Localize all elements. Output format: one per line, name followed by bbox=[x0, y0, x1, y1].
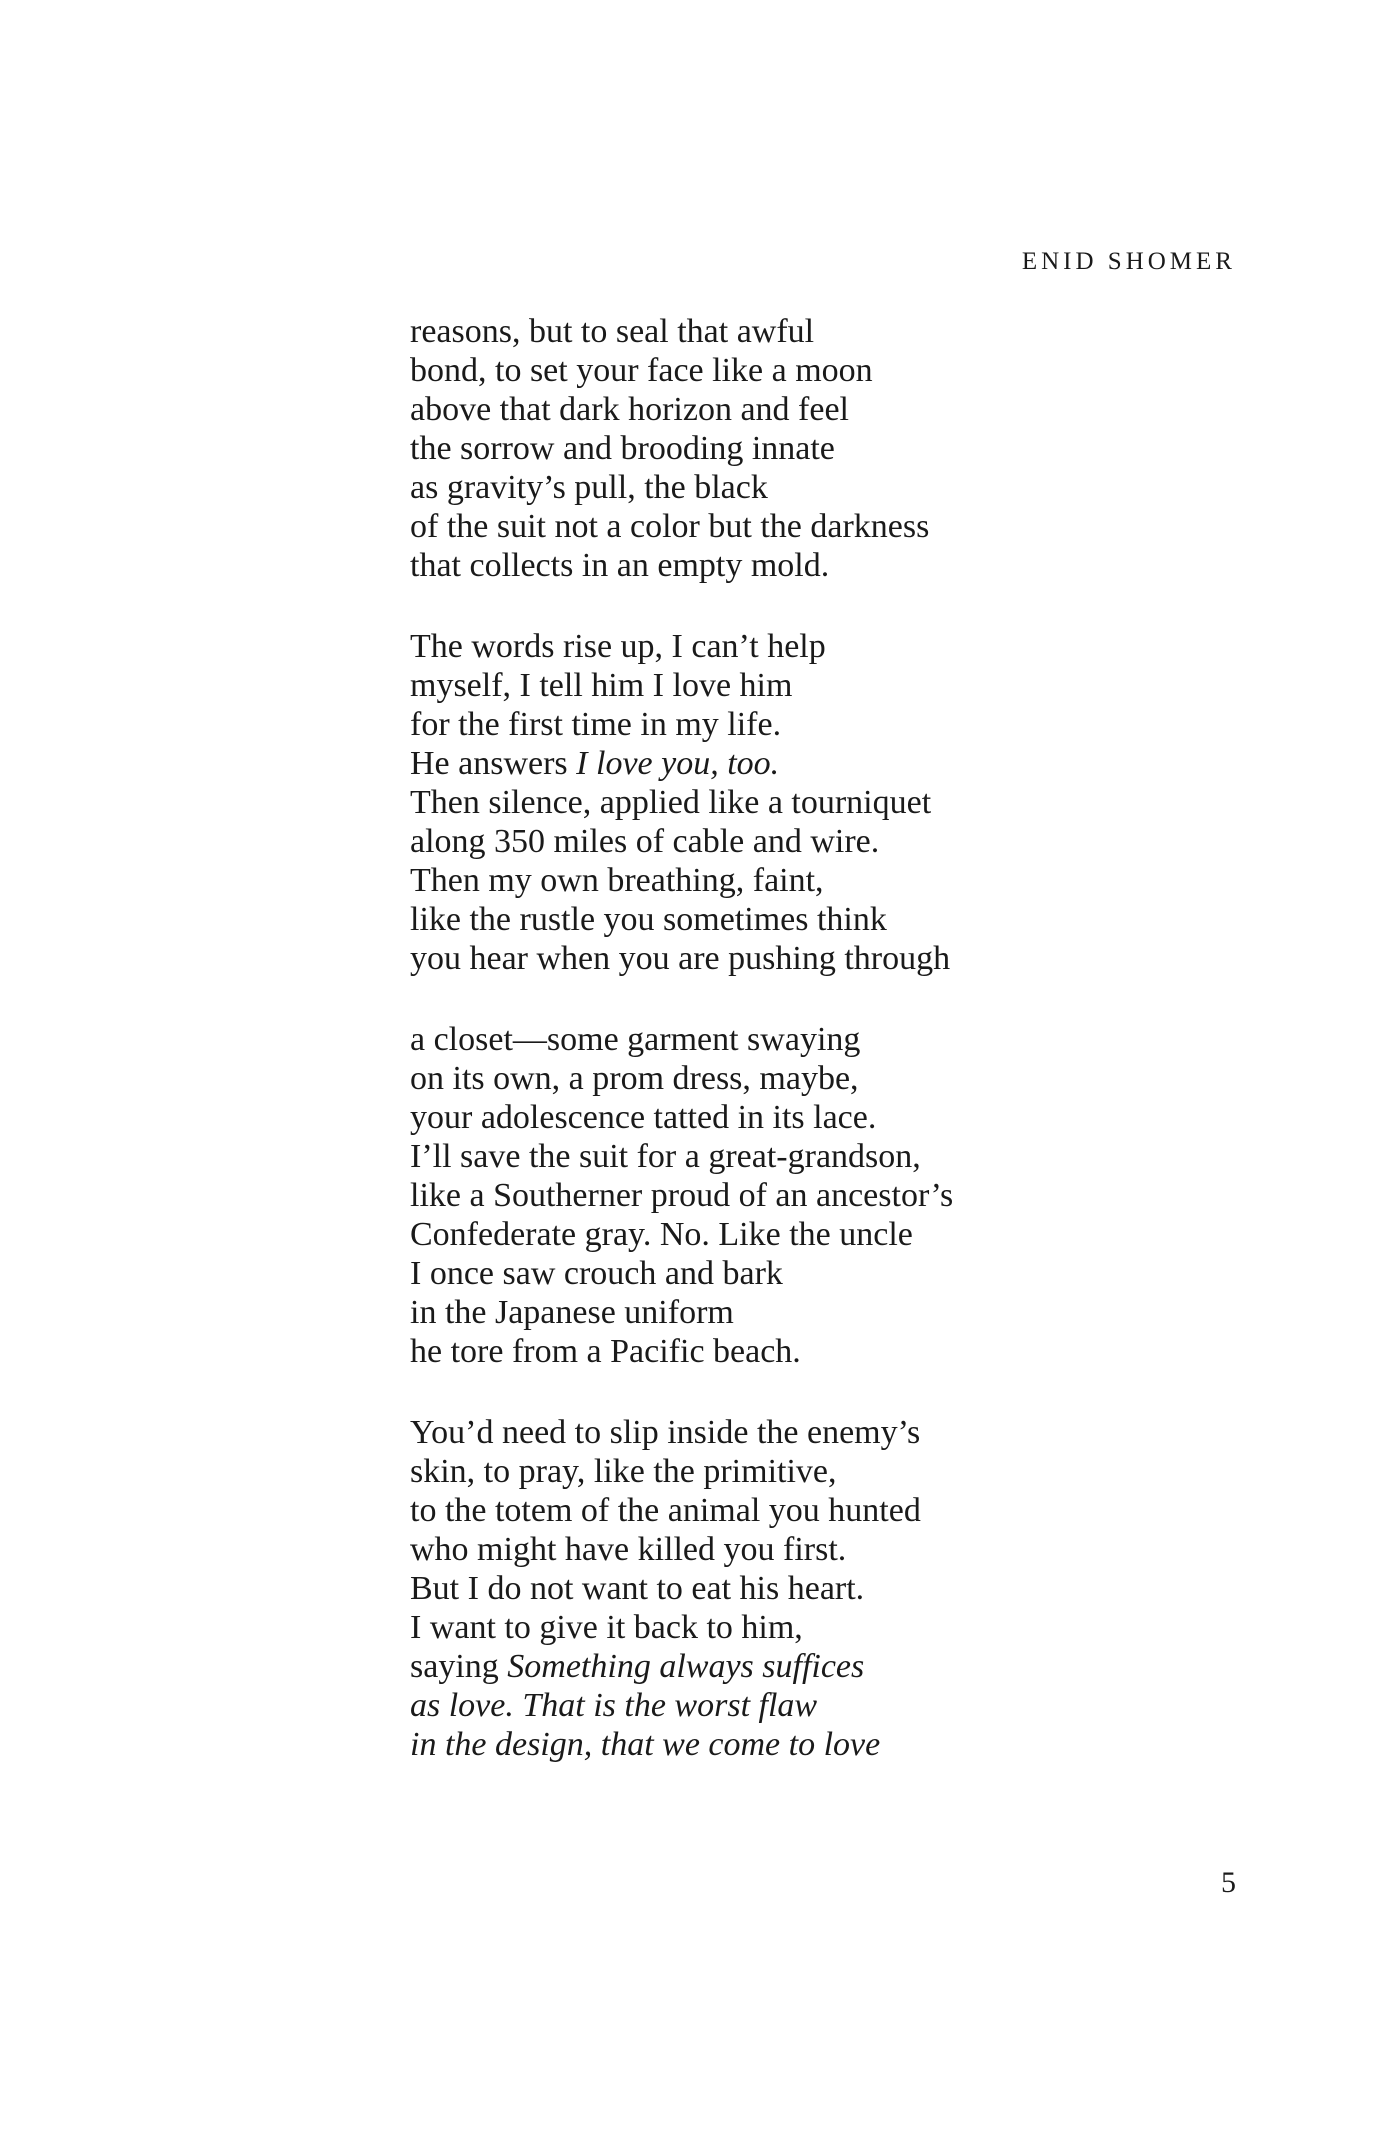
poem-line bbox=[410, 390, 1310, 429]
poem-line bbox=[410, 783, 1310, 822]
poem-line bbox=[410, 1020, 1310, 1059]
line-text: a closet—some garment swaying bbox=[410, 1021, 861, 1058]
italic-text: as love. That is the worst flaw bbox=[410, 1687, 818, 1724]
line-text: But I do not want to eat his heart. bbox=[410, 1570, 865, 1607]
line-text: as gravity’s pull, the black bbox=[410, 469, 768, 506]
poem-line bbox=[410, 1137, 1310, 1176]
poem-line bbox=[410, 468, 1310, 507]
poem-line bbox=[410, 429, 1310, 468]
line-text: skin, to pray, like the primitive, bbox=[410, 1453, 837, 1490]
line-text: of the suit not a color but the darkness bbox=[410, 508, 930, 545]
line-text: to the totem of the animal you hunted bbox=[410, 1492, 921, 1529]
line-text: above that dark horizon and feel bbox=[410, 391, 849, 428]
poem-line bbox=[410, 1686, 1310, 1725]
line-text: you hear when you are pushing through bbox=[410, 940, 951, 977]
poem-line bbox=[410, 1569, 1310, 1608]
poem-line bbox=[410, 1452, 1310, 1491]
line-text: like a Southerner proud of an ancestor’s bbox=[410, 1177, 954, 1214]
line-text: like the rustle you sometimes think bbox=[410, 901, 887, 938]
poem-line bbox=[410, 312, 1310, 351]
poem-line bbox=[410, 627, 1310, 666]
line-text: on its own, a prom dress, maybe, bbox=[410, 1060, 859, 1097]
line-text: he tore from a Pacific beach. bbox=[410, 1333, 801, 1370]
poem-line bbox=[410, 744, 1310, 783]
line-text: I want to give it back to him, bbox=[410, 1609, 803, 1646]
line-text: the sorrow and brooding innate bbox=[410, 430, 835, 467]
poem-body bbox=[410, 312, 1310, 1806]
poem-line bbox=[410, 1098, 1310, 1137]
stanza bbox=[410, 627, 1310, 978]
poem-line bbox=[410, 666, 1310, 705]
italic-text: I love you, too. bbox=[576, 745, 780, 782]
poem-line bbox=[410, 1413, 1310, 1452]
poem-line bbox=[410, 900, 1310, 939]
poem-line bbox=[410, 1725, 1310, 1764]
line-text: I once saw crouch and bark bbox=[410, 1255, 783, 1292]
poem-line bbox=[410, 1059, 1310, 1098]
line-text: saying bbox=[410, 1648, 508, 1685]
italic-text: Something always suffices bbox=[507, 1648, 865, 1685]
line-text: You’d need to slip inside the enemy’s bbox=[410, 1414, 921, 1451]
poem-line bbox=[410, 1647, 1310, 1686]
poem-line bbox=[410, 822, 1310, 861]
line-text: in the Japanese uniform bbox=[410, 1294, 734, 1331]
poem-line bbox=[410, 1491, 1310, 1530]
line-text: for the first time in my life. bbox=[410, 706, 782, 743]
poem-line bbox=[410, 1176, 1310, 1215]
poem-line bbox=[410, 1215, 1310, 1254]
stanza bbox=[410, 312, 1310, 585]
line-text: bond, to set your face like a moon bbox=[410, 352, 873, 389]
line-text: Then silence, applied like a tourniquet bbox=[410, 784, 932, 821]
line-text: Confederate gray. No. Like the uncle bbox=[410, 1216, 913, 1253]
stanza bbox=[410, 1020, 1310, 1371]
line-text: your adolescence tatted in its lace. bbox=[410, 1099, 877, 1136]
line-text: along 350 miles of cable and wire. bbox=[410, 823, 880, 860]
poem-line bbox=[410, 1293, 1310, 1332]
poem-line bbox=[410, 1254, 1310, 1293]
poem-line bbox=[410, 1530, 1310, 1569]
line-text: reasons, but to seal that awful bbox=[410, 313, 815, 350]
italic-text: in the design, that we come to love bbox=[410, 1726, 881, 1763]
line-text: Then my own breathing, faint, bbox=[410, 862, 824, 899]
page-number: 5 bbox=[1221, 1866, 1236, 1899]
running-head: ENID SHOMER bbox=[1021, 248, 1236, 275]
poem-line bbox=[410, 861, 1310, 900]
line-text: He answers bbox=[410, 745, 577, 782]
line-text: that collects in an empty mold. bbox=[410, 547, 830, 584]
poem-line bbox=[410, 1332, 1310, 1371]
poem-line bbox=[410, 939, 1310, 978]
stanza bbox=[410, 1413, 1310, 1764]
line-text: myself, I tell him I love him bbox=[410, 667, 793, 704]
poem-line bbox=[410, 1608, 1310, 1647]
line-text: The words rise up, I can’t help bbox=[410, 628, 826, 665]
poem-line bbox=[410, 507, 1310, 546]
line-text: who might have killed you first. bbox=[410, 1531, 847, 1568]
poem-line bbox=[410, 546, 1310, 585]
line-text: I’ll save the suit for a great-grandson, bbox=[410, 1138, 921, 1175]
poem-line bbox=[410, 705, 1310, 744]
poem-line bbox=[410, 351, 1310, 390]
